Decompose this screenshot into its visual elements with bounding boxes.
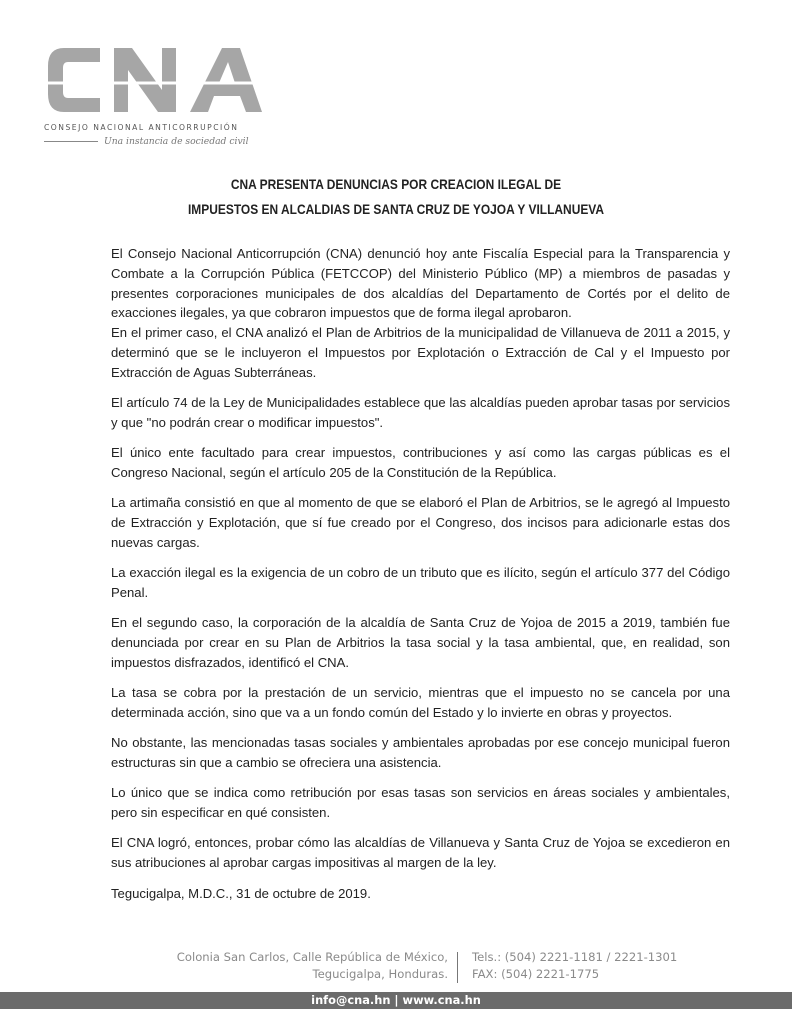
document-title: [48, 172, 745, 222]
paragraph: Lo único que se indica como retribución por esas tasas son servicios en áreas sociales y ambientales, pero sin especificar en qué consisten.: [111, 785, 730, 821]
paragraph: El artículo 74 de la Ley de Municipalidades establece que las alcaldías pueden aprobar tasas por servicios y que "no podrán crear o modificar impuestos".: [111, 395, 730, 430]
fax-number: FAX: (504) 2221-1775: [472, 967, 600, 981]
dateline: Tegucigalpa, M.D.C., 31 de octubre de 2019.: [111, 885, 371, 901]
paragraph: En el primer caso, el CNA analizó el Plan de Arbitrios de la municipalidad de Villanueva de 2011 a 2015, y determinó que se le incluyeron el Impuestos por Explotación o Extracción de Cal y el Impuesto por Extracción de Aguas Subterráneas.: [111, 325, 730, 380]
address-line-2: Tegucigalpa, Honduras.: [312, 967, 448, 981]
logo: [44, 42, 266, 147]
paragraph: La exacción ilegal es la exigencia de un cobro de un tributo que es ilícito, según el artículo 377 del Código Penal.: [111, 565, 730, 600]
paragraph: La tasa se cobra por la prestación de un servicio, mientras que el impuesto no se cancela por una determinada acción, sino que va a un fondo común del Estado y lo invierte en obras y proyectos.: [111, 685, 730, 720]
phone-block: [472, 949, 677, 983]
tagline: Una instancia de sociedad civil: [104, 136, 249, 147]
footer-divider: [457, 952, 458, 983]
paragraph: El CNA logró, entonces, probar cómo las alcaldías de Villanueva y Santa Cruz de Yojoa se excedieron en sus atribuciones al aprobar cargas impositivas al margen de la ley.: [111, 835, 730, 871]
title-line-2: IMPUESTOS EN ALCALDIAS DE SANTA CRUZ DE YOJOA Y VILLANUEVA: [187, 202, 605, 217]
tagline-row: [44, 136, 266, 147]
paragraph: La artimaña consistió en que al momento de que se elaboró el Plan de Arbitrios, se le agregó al Impuesto de Extracción y Explotación, que sí fue creado por el Congreso, dos incisos para adicionarle estas dos nuevas cargas.: [111, 495, 730, 550]
tagline-rule: [44, 141, 98, 142]
contact-links: info@cna.hn | www.cna.hn: [311, 993, 481, 1007]
document-body: [111, 244, 730, 914]
paragraph: No obstante, las mencionadas tasas sociales y ambientales aprobadas por ese concejo municipal fueron estructuras sin que a cambio se ofreciera una asistencia.: [111, 735, 730, 771]
cna-logo-mark: [44, 42, 266, 117]
address-block: [177, 949, 448, 983]
footer-contact-bar: [0, 992, 792, 1009]
address-line-1: Colonia San Carlos, Calle República de México,: [176, 950, 448, 964]
org-name: CONSEJO NACIONAL ANTICORRUPCIÓN: [44, 123, 239, 132]
phone-numbers: Tels.: (504) 2221-1181 / 2221-1301: [472, 950, 678, 964]
paragraph: En el segundo caso, la corporación de la alcaldía de Santa Cruz de Yojoa de 2015 a 2019, también fue denunciada por crear en su Plan de Arbitrios la tasa social y la tasa ambiental, que, en realidad, son impuestos disfrazados, identificó el CNA.: [111, 615, 730, 670]
title-line-1: CNA PRESENTA DENUNCIAS POR CREACION ILEGAL DE: [230, 177, 562, 192]
paragraph: El único ente facultado para crear impuestos, contribuciones y así como las cargas públicas es el Congreso Nacional, según el artículo 205 de la Constitución de la República.: [111, 445, 730, 480]
paragraph: El Consejo Nacional Anticorrupción (CNA) denunció hoy ante Fiscalía Especial para la Transparencia y Combate a la Corrupción Pública (FETCCOP) del Ministerio Público (MP) a miembros de pasadas y presentes corporaciones municipales de dos alcaldías del Departamento de Cortés por el delito de exacciones ilegales, ya que cobraron impuestos que de forma ilegal aprobaron.: [111, 246, 730, 321]
